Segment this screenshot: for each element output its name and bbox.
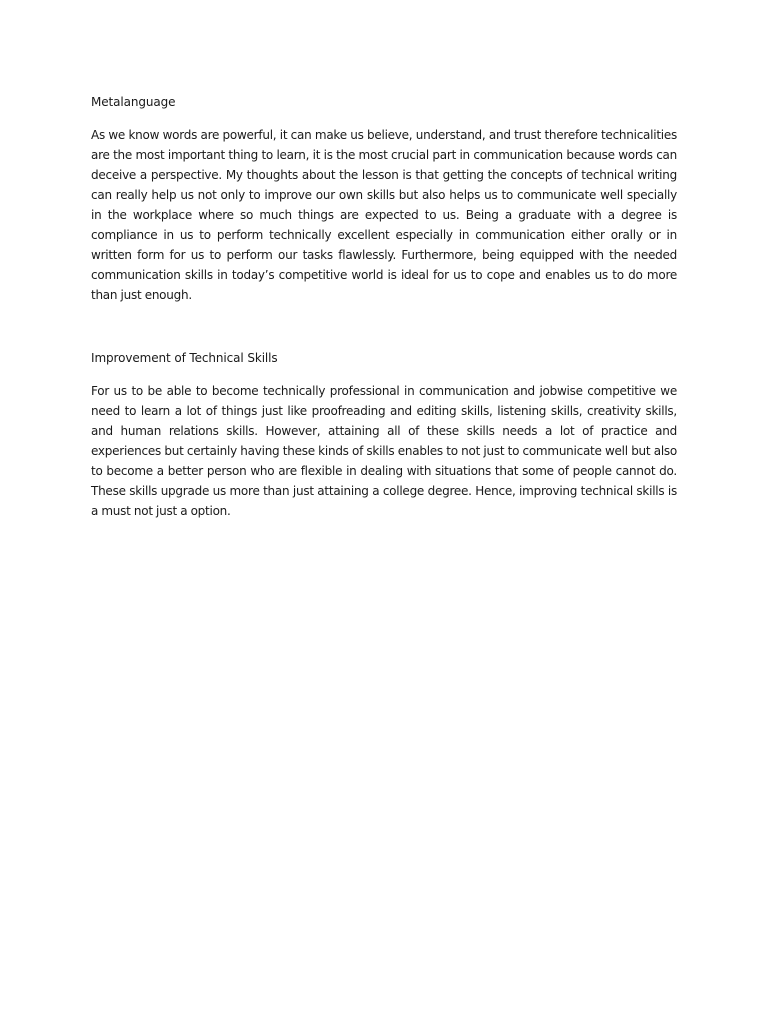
section-heading: Improvement of Technical Skills [91,351,278,365]
section-improvement-of-technical-skills [91,349,677,521]
section-heading: Metalanguage [91,95,176,109]
document-content [91,93,677,521]
section-paragraph: For us to be able to become technically professional in communication and jobwise competitive we need to learn a lot of things just like proofreading and editing skills, listening skills, creativity skills, and human relations skills. However, attaining all of these skills needs a lot of practice and experiences but certainly having these kinds of skills enables to not just to communicate well but also to become a better person who are flexible in dealing with situations that some of people cannot do. These skills upgrade us more than just attaining a college degree. Hence, improving technical skills is a must not just a option. [91,384,677,518]
section-paragraph: As we know words are powerful, it can make us believe, understand, and trust therefore technicalities are the most important thing to learn, it is the most crucial part in communication because words can deceive a perspective. My thoughts about the lesson is that getting the concepts of technical writing can really help us not only to improve our own skills but also helps us to communicate well specially in the workplace where so much things are expected to us. Being a graduate with a degree is compliance in us to perform technically excellent especially in communication either orally or in written form for us to perform our tasks flawlessly. Furthermore, being equipped with the needed communication skills in today’s competitive world is ideal for us to cope and enables us to do more than just enough. [91,128,677,302]
section-metalanguage [91,93,677,305]
